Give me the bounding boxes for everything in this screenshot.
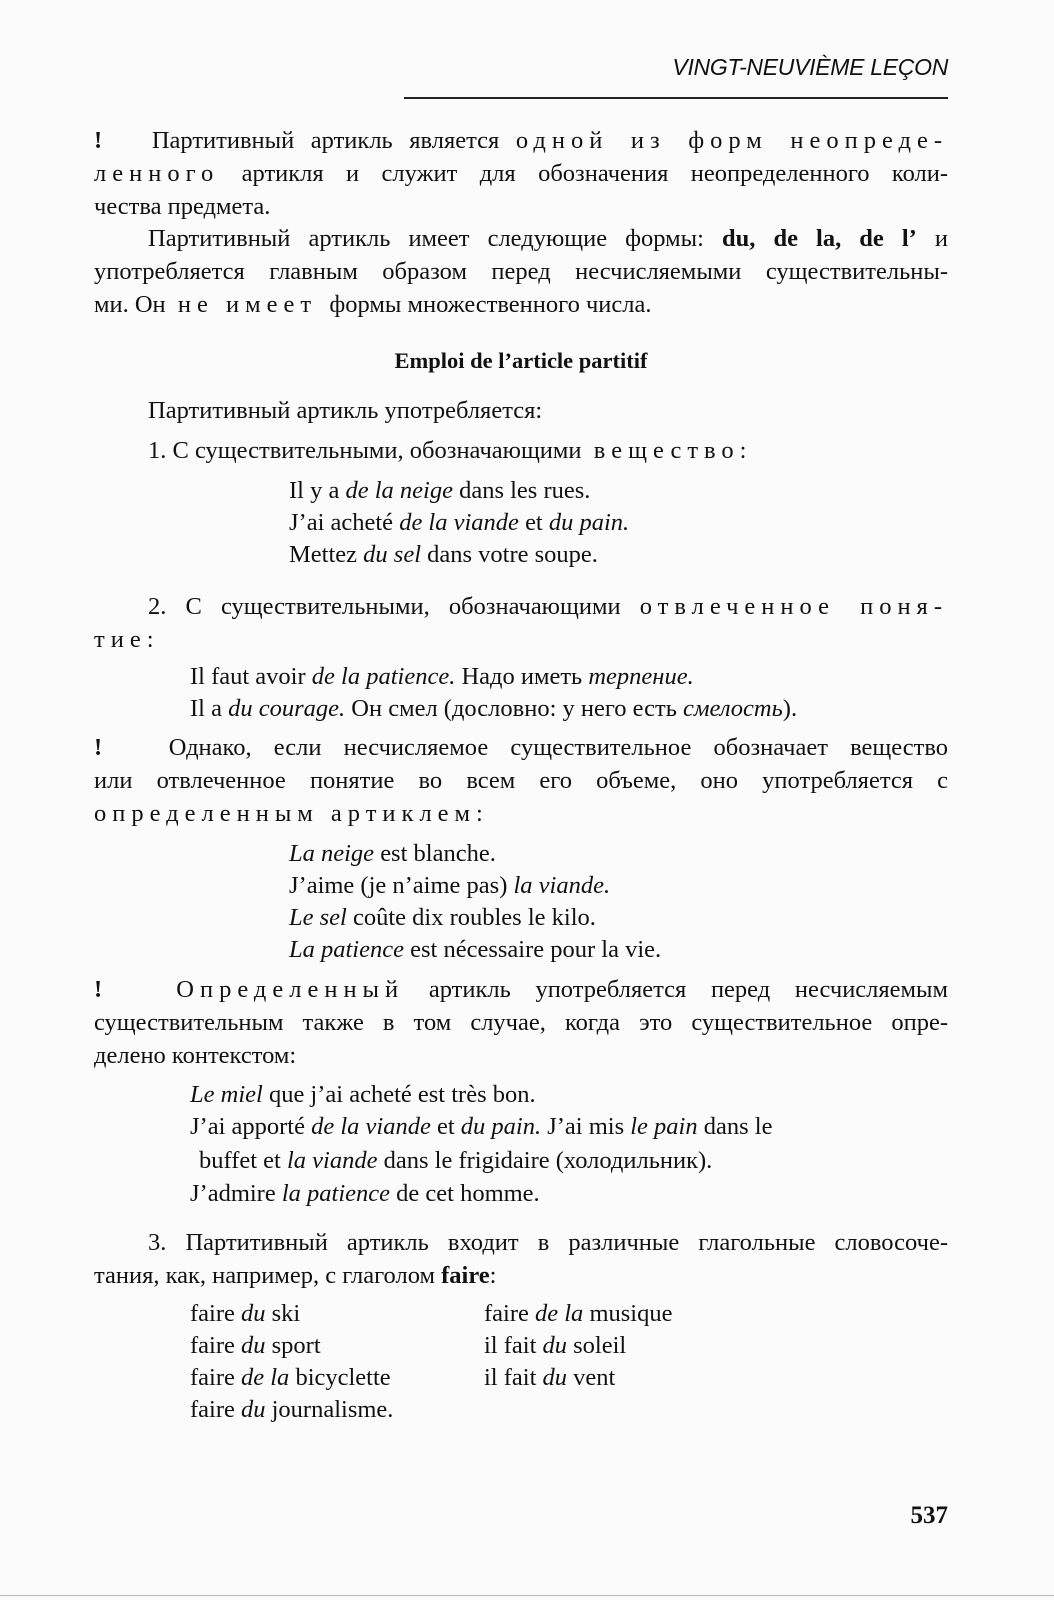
- example-line: J’ai acheté de la viande et du pain.: [289, 509, 630, 536]
- faire-example: faire du ski: [190, 1300, 301, 1327]
- page-number: 537: [910, 1502, 948, 1529]
- running-header: VINGT-NEUVIÈME LEÇON: [672, 54, 948, 80]
- page-edge: [0, 1595, 1054, 1596]
- example-line: buffet et la viande dans le frigidaire (холодильник).: [199, 1147, 713, 1174]
- forms-line1: Партитивный артикль имеет следующие формы: du, de la, de l’ и: [148, 225, 949, 252]
- item3-line2: тания, как, например, с глаголом faire:: [94, 1262, 497, 1289]
- note1-line3: чества предмета.: [94, 193, 271, 220]
- note2-line2: или отвлеченное понятие во всем его объеме, оно употребляется с: [94, 767, 948, 794]
- item2-heading-end: тие:: [94, 626, 160, 653]
- item3-line1: 3. Партитивный артикль входит в различные глагольные словосоче-: [148, 1229, 948, 1256]
- faire-example: faire de la bicyclette: [190, 1364, 391, 1391]
- forms-line3: ми. Он не имеет формы множественного числа.: [94, 291, 652, 318]
- note-mark: !: [94, 976, 103, 1003]
- faire-example: faire du journalisme.: [190, 1396, 394, 1423]
- faire-example: faire du sport: [190, 1332, 321, 1359]
- note3-line2: существительным также в том случае, когда это существительное опре-: [94, 1009, 948, 1036]
- example-line: J’ai apporté de la viande et du pain. J’ai mis le pain dans le: [190, 1113, 773, 1140]
- note-mark: !: [94, 734, 103, 761]
- spaced-emphasis: отвлеченное поня-: [639, 593, 948, 620]
- example-line: Il a du courage. Он смел (дословно: у него есть смелость).: [190, 695, 798, 722]
- note3-line1: ! Определенный артикль употребляется перед несчисляемым: [94, 976, 949, 1003]
- example-line: J’admire la patience de cet homme.: [190, 1180, 540, 1207]
- note2-line1: ! Однако, если несчисляемое существительное обозначает вещество: [94, 734, 948, 761]
- example-line: Le miel que j’ai acheté est très bon.: [190, 1081, 536, 1108]
- item1-heading: 1. С существительными, обозначающими вещество:: [148, 437, 753, 464]
- forms-line2: употребляется главным образом перед несчисляемыми существительны-: [94, 258, 948, 285]
- example-line: Le sel coûte dix roubles le kilo.: [289, 904, 596, 931]
- example-line: La neige est blanche.: [289, 840, 496, 867]
- section-title: Emploi de l’article partitif: [394, 348, 648, 373]
- example-line: Mettez du sel dans votre soupe.: [289, 541, 598, 568]
- example-line: J’aime (je n’aime pas) la viande.: [289, 872, 611, 899]
- note1-line2: ленного артикля и служит для обозначения неопределенного коли-: [94, 160, 949, 187]
- faire-example: il fait du soleil: [484, 1332, 627, 1359]
- example-line: Il faut avoir de la patience. Надо иметь терпение.: [190, 663, 694, 690]
- spaced-emphasis: ленного: [94, 160, 220, 187]
- note3-line3: делено контекстом:: [94, 1042, 297, 1069]
- item2-heading: 2. С существительными, обозначающими отвлеченное поня-: [148, 593, 948, 620]
- faire-example: il fait du vent: [484, 1364, 616, 1391]
- header-rule: [404, 97, 948, 99]
- note-mark: !: [94, 127, 103, 154]
- example-line: La patience est nécessaire pour la vie.: [289, 936, 662, 963]
- example-line: Il y a de la neige dans les rues.: [289, 477, 591, 504]
- spaced-emphasis: одной из форм неопреде-: [515, 127, 948, 154]
- faire-example: faire de la musique: [484, 1300, 673, 1327]
- note2-line3: определенным артиклем:: [94, 800, 489, 827]
- intro-line: Партитивный артикль употребляется:: [148, 397, 543, 424]
- partitive-forms: du, de la, de l’: [722, 225, 917, 252]
- spaced-emphasis: не имеет: [177, 291, 318, 318]
- note1-line1: ! Партитивный артикль является одной из форм неопреде-: [94, 127, 948, 154]
- spaced-emphasis: Определенный: [176, 976, 405, 1003]
- spaced-emphasis: вещество:: [593, 437, 753, 464]
